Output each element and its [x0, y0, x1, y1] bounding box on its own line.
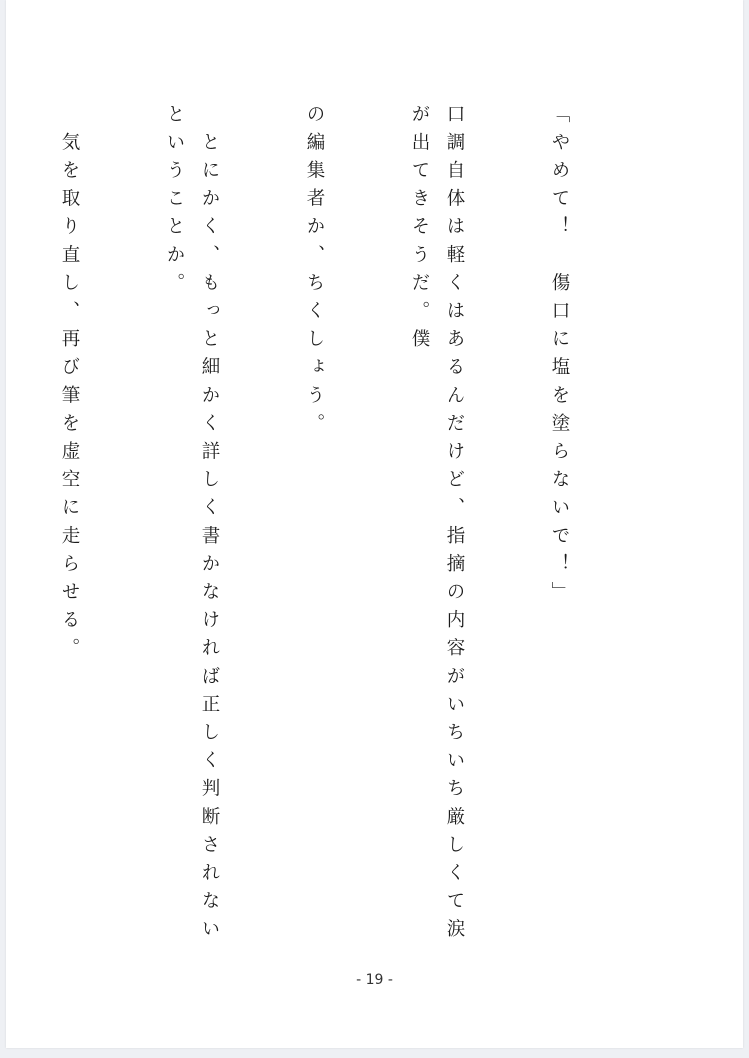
- text-line: の編集者か、ちくしょう。: [304, 104, 325, 442]
- page-number: - 19 -: [356, 972, 393, 988]
- text-line: とにかく、もっと細かく詳しく書かなければ正しく判断されないということか。: [164, 104, 220, 947]
- text-line: 口調自体は軽くはあるんだけど、指摘の内容がいちいち厳しくて涙が出てきそうだ。僕: [409, 104, 465, 947]
- document-page: [6, 0, 743, 1048]
- text-line: 「やめて！ 傷口に塩を塗らないで！」: [549, 104, 570, 610]
- vertical-text-body: [59, 104, 647, 964]
- text-line: 気を取り直し、再び筆を虚空に走らせる。: [59, 104, 80, 666]
